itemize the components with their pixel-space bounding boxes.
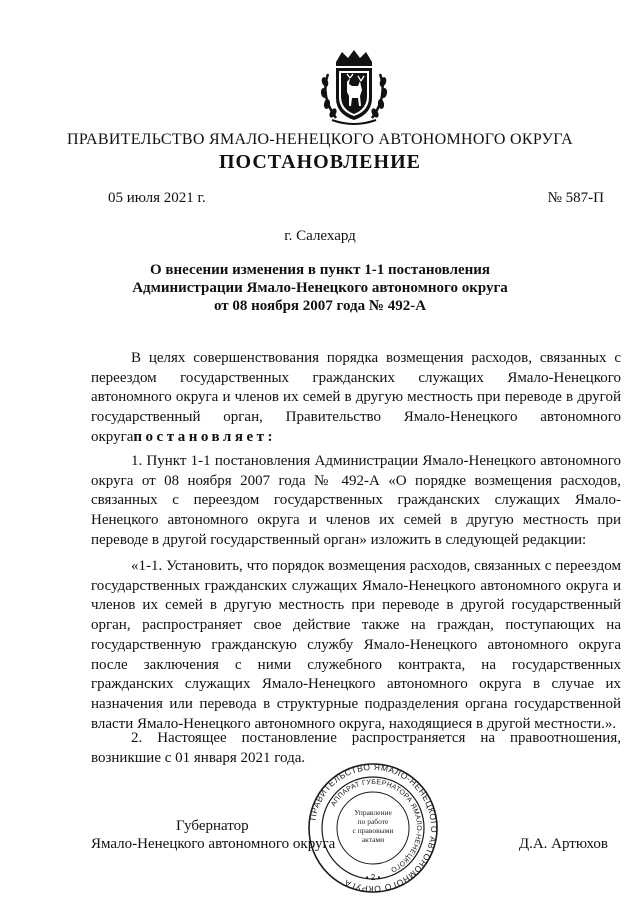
title-line-2: Администрации Ямало-Ненецкого автономного округа xyxy=(132,280,508,296)
signer-name: Д.А. Артюхов xyxy=(518,836,608,852)
seal-outer-text: ПРАВИТЕЛЬСТВО ЯМАЛО-НЕНЕЦКОГО АВТОНОМНОГО ОКРУГА xyxy=(307,762,440,894)
signer-organization: Ямало-Ненецкого автономного округа xyxy=(91,836,336,852)
document-date: 05 июля 2021 г. xyxy=(108,190,206,206)
seal-center-line-4: актами xyxy=(361,835,385,844)
seal-center-line-2: по работе xyxy=(357,817,389,826)
document-city: г. Салехард xyxy=(284,228,356,244)
resolves-word: постановляет xyxy=(133,428,268,445)
coat-of-arms-icon xyxy=(314,48,394,128)
seal-center-line-3: с правовыми xyxy=(352,826,394,835)
item-1-text: 1. Пункт 1-1 постановления Администрации Ямало-Ненецкого автономного округа от 08 ноября 2007 года № 492-А «О порядке возмещения расходов, связанных с переездом государственных гражданских служащих Ямало-Ненецкого автономного округа и членов их семей в другую местность при переводе в другой государственный орган» изложить в следующей редакции: xyxy=(91,453,621,548)
seal-center-line-1: Управление xyxy=(354,808,392,817)
title-line-1: О внесении изменения в пункт 1-1 постановления xyxy=(149,262,491,278)
title-line-3: от 08 ноября 2007 года № 492-А xyxy=(213,298,427,314)
seal-bottom-number: • 2 • xyxy=(365,873,381,882)
preamble-text: В целях совершенствования порядка возмещения расходов, связанных с переездом государственных гражданских служащих Ямало-Ненецкого автономного округа и членов их семей в другую местность при переводе в другой государственный орган, Правительство Ямало-Ненецкого автономного округа xyxy=(91,350,621,445)
item-1-paragraph xyxy=(91,452,621,551)
document-title xyxy=(0,261,640,315)
document-number: № 587-П xyxy=(547,190,604,206)
signer-title: Губернатор xyxy=(176,818,249,834)
document-type: ПОСТАНОВЛЕНИЕ xyxy=(219,151,421,173)
seal-inner-ring-text: АППАРАТ ГУБЕРНАТОРА ЯМАЛО-НЕНЕЦКОГО xyxy=(330,778,423,874)
quoted-paragraph xyxy=(91,557,621,734)
preamble-paragraph xyxy=(91,349,621,448)
resolves-colon: : xyxy=(267,428,273,445)
quoted-text: «1-1. Установить, что порядок возмещения расходов, связанных с переездом государственных гражданских служащих Ямало-Ненецкого автономного округа и членов их семей в другую местность при переводе в другой государственный орган, распространяет свое действие также на граждан, поступающих на государственную гражданскую службу Ямало-Ненецкого автономного округа после заключения с ними служебного контракта, на государственных гражданских служащих Ямало-Ненецкого автономного округа в случае их назначения или перевода в структурные подразделения органа государственной власти Ямало-Ненецкого автономного округа, находящиеся в другой местности.». xyxy=(91,558,621,732)
official-seal xyxy=(301,762,445,894)
item-2-text: 2. Настоящее постановление распространяется на правоотношения, возникшие с 01 января 2021 года. xyxy=(91,730,621,766)
organization-name: ПРАВИТЕЛЬСТВО ЯМАЛО-НЕНЕЦКОГО АВТОНОМНОГО ОКРУГА xyxy=(67,131,573,148)
